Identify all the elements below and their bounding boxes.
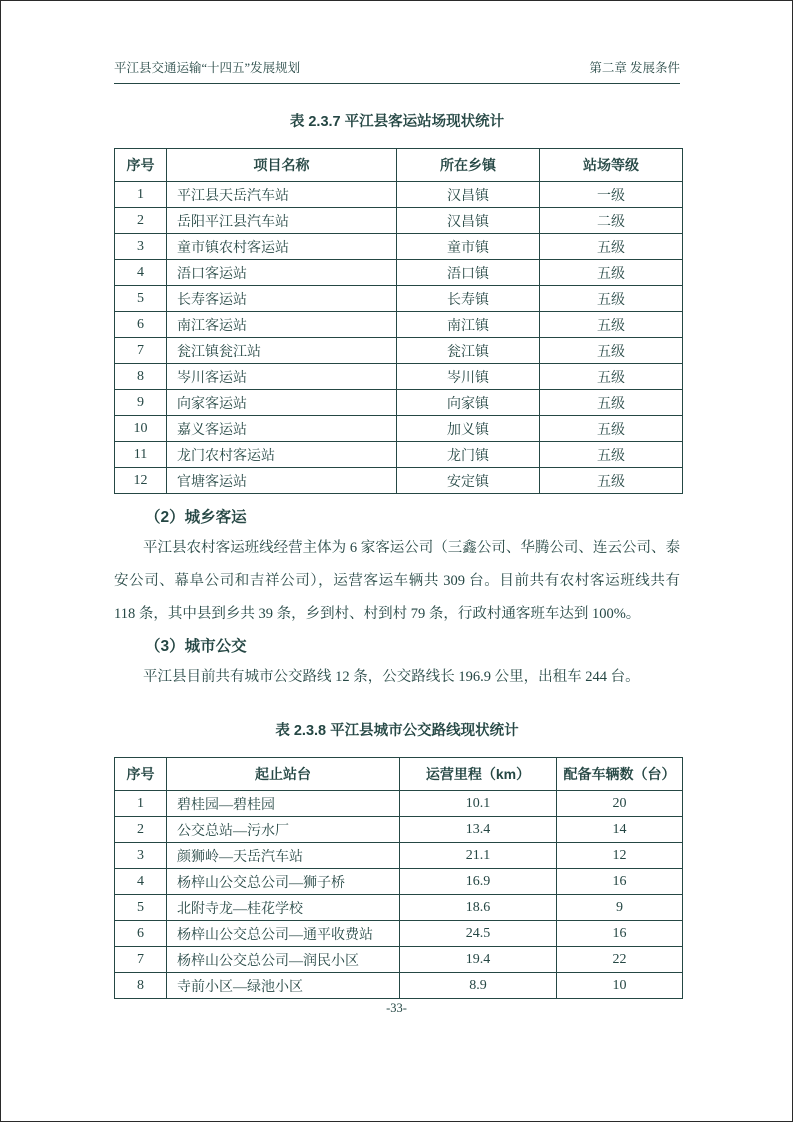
- table2-body: [115, 791, 683, 999]
- table1-body: [115, 182, 683, 494]
- table-row: [115, 364, 683, 390]
- table-header-row: [115, 758, 683, 791]
- table-cell: 安定镇: [397, 468, 540, 494]
- table-row: [115, 442, 683, 468]
- table-cell: 7: [115, 338, 167, 364]
- table-cell: 4: [115, 869, 167, 895]
- table-cell: 6: [115, 921, 167, 947]
- table-cell: 岑川镇: [397, 364, 540, 390]
- table-cell: 11: [115, 442, 167, 468]
- table-cell: 长寿镇: [397, 286, 540, 312]
- table-cell: 7: [115, 947, 167, 973]
- table-cell: 8.9: [400, 973, 557, 999]
- table-row: [115, 234, 683, 260]
- table-row: [115, 208, 683, 234]
- table-cell: 12: [557, 843, 683, 869]
- table-cell: 杨梓山公交总公司—润民小区: [167, 947, 400, 973]
- table-cell: 12: [115, 468, 167, 494]
- table-cell: 汉昌镇: [397, 182, 540, 208]
- table-cell: 瓮江镇瓮江站: [167, 338, 397, 364]
- table-cell: 长寿客运站: [167, 286, 397, 312]
- column-header-station-grade: 站场等级: [540, 149, 683, 182]
- passenger-station-table: [114, 148, 683, 494]
- table-cell: 5: [115, 895, 167, 921]
- table-cell: 4: [115, 260, 167, 286]
- table-row: [115, 286, 683, 312]
- table-cell: 16: [557, 921, 683, 947]
- table-row: [115, 817, 683, 843]
- table-row: [115, 947, 683, 973]
- table-row: [115, 973, 683, 999]
- table-cell: 10: [115, 416, 167, 442]
- table-cell: 6: [115, 312, 167, 338]
- table-cell: 五级: [540, 364, 683, 390]
- table-row: [115, 312, 683, 338]
- table-cell: 岳阳平江县汽车站: [167, 208, 397, 234]
- table-cell: 2: [115, 817, 167, 843]
- table-cell: 5: [115, 286, 167, 312]
- table-cell: 24.5: [400, 921, 557, 947]
- table-cell: 碧桂园—碧桂园: [167, 791, 400, 817]
- table-row: [115, 260, 683, 286]
- table-cell: 19.4: [400, 947, 557, 973]
- column-header-township: 所在乡镇: [397, 149, 540, 182]
- table-cell: 13.4: [400, 817, 557, 843]
- table-cell: 五级: [540, 338, 683, 364]
- table-cell: 二级: [540, 208, 683, 234]
- table-cell: 3: [115, 843, 167, 869]
- table-cell: 14: [557, 817, 683, 843]
- table-cell: 加义镇: [397, 416, 540, 442]
- table-cell: 五级: [540, 416, 683, 442]
- table-cell: 童市镇: [397, 234, 540, 260]
- table-cell: 16: [557, 869, 683, 895]
- table-cell: 1: [115, 182, 167, 208]
- table-cell: 五级: [540, 468, 683, 494]
- table-cell: 汉昌镇: [397, 208, 540, 234]
- table-cell: 8: [115, 364, 167, 390]
- table-header-row: [115, 149, 683, 182]
- table-cell: 官塘客运站: [167, 468, 397, 494]
- column-header-vehicle-count: 配备车辆数（台）: [557, 758, 683, 791]
- section-heading-city-bus: （3）城市公交: [145, 638, 247, 655]
- table-row: [115, 468, 683, 494]
- table-cell: 龙门镇: [397, 442, 540, 468]
- table-cell: 1: [115, 791, 167, 817]
- table-cell: 16.9: [400, 869, 557, 895]
- table-cell: 9: [115, 390, 167, 416]
- paragraph-rural-transit: 平江县农村客运班线经营主体为 6 家客运公司（三鑫公司、华腾公司、连云公司、泰安公司、幕阜公司和吉祥公司），运营客运车辆共 309 台。目前共有农村客运班线共有 118 条，其中县到乡共 39 条，乡到村、村到村 79 条，行政村通客班车达到 100%。: [114, 540, 680, 622]
- table-row: [115, 921, 683, 947]
- table-cell: 杨梓山公交总公司—通平收费站: [167, 921, 400, 947]
- table-row: [115, 869, 683, 895]
- column-header-project-name: 项目名称: [167, 149, 397, 182]
- table-cell: 南江镇: [397, 312, 540, 338]
- table-cell: 18.6: [400, 895, 557, 921]
- table-cell: 北附寺龙—桂花学校: [167, 895, 400, 921]
- table-row: [115, 416, 683, 442]
- table-cell: 向家客运站: [167, 390, 397, 416]
- column-header-index: 序号: [115, 758, 167, 791]
- table-cell: 五级: [540, 442, 683, 468]
- table-cell: 岑川客运站: [167, 364, 397, 390]
- table-cell: 嘉义客运站: [167, 416, 397, 442]
- table-cell: 3: [115, 234, 167, 260]
- table-cell: 五级: [540, 234, 683, 260]
- table-row: [115, 182, 683, 208]
- table-cell: 向家镇: [397, 390, 540, 416]
- table-cell: 浯口镇: [397, 260, 540, 286]
- page-number: -33-: [386, 1001, 407, 1015]
- table-cell: 10: [557, 973, 683, 999]
- table-cell: 五级: [540, 312, 683, 338]
- table-row: [115, 791, 683, 817]
- table-cell: 颜狮岭—天岳汽车站: [167, 843, 400, 869]
- table-cell: 20: [557, 791, 683, 817]
- table2-title: 表 2.3.8 平江县城市公交路线现状统计: [275, 723, 519, 739]
- table-cell: 寺前小区—绿池小区: [167, 973, 400, 999]
- table-cell: 南江客运站: [167, 312, 397, 338]
- table-cell: 五级: [540, 286, 683, 312]
- table-row: [115, 338, 683, 364]
- table-cell: 杨梓山公交总公司—狮子桥: [167, 869, 400, 895]
- table-cell: 10.1: [400, 791, 557, 817]
- column-header-route: 起止站台: [167, 758, 400, 791]
- table-cell: 8: [115, 973, 167, 999]
- table-row: [115, 895, 683, 921]
- table-cell: 浯口客运站: [167, 260, 397, 286]
- paragraph-city-bus: 平江县目前共有城市公交路线 12 条，公交路线长 196.9 公里，出租车 244 台。: [143, 669, 640, 685]
- page-header: [114, 58, 680, 84]
- table-cell: 瓮江镇: [397, 338, 540, 364]
- section-heading-rural-transit: （2）城乡客运: [145, 509, 247, 526]
- header-left-title: 平江县交通运输“十四五”发展规划: [114, 61, 301, 75]
- column-header-mileage: 运营里程（km）: [400, 758, 557, 791]
- table-cell: 公交总站—污水厂: [167, 817, 400, 843]
- column-header-index: 序号: [115, 149, 167, 182]
- table-cell: 2: [115, 208, 167, 234]
- table-row: [115, 843, 683, 869]
- table-cell: 童市镇农村客运站: [167, 234, 397, 260]
- table-cell: 一级: [540, 182, 683, 208]
- table-row: [115, 390, 683, 416]
- table-cell: 22: [557, 947, 683, 973]
- table-cell: 龙门农村客运站: [167, 442, 397, 468]
- table-cell: 五级: [540, 390, 683, 416]
- table-cell: 五级: [540, 260, 683, 286]
- table-cell: 21.1: [400, 843, 557, 869]
- table1-title: 表 2.3.7 平江县客运站场现状统计: [289, 114, 505, 130]
- bus-route-table: [114, 757, 683, 999]
- table-cell: 平江县天岳汽车站: [167, 182, 397, 208]
- table-cell: 9: [557, 895, 683, 921]
- header-right-chapter: 第二章 发展条件: [589, 61, 680, 75]
